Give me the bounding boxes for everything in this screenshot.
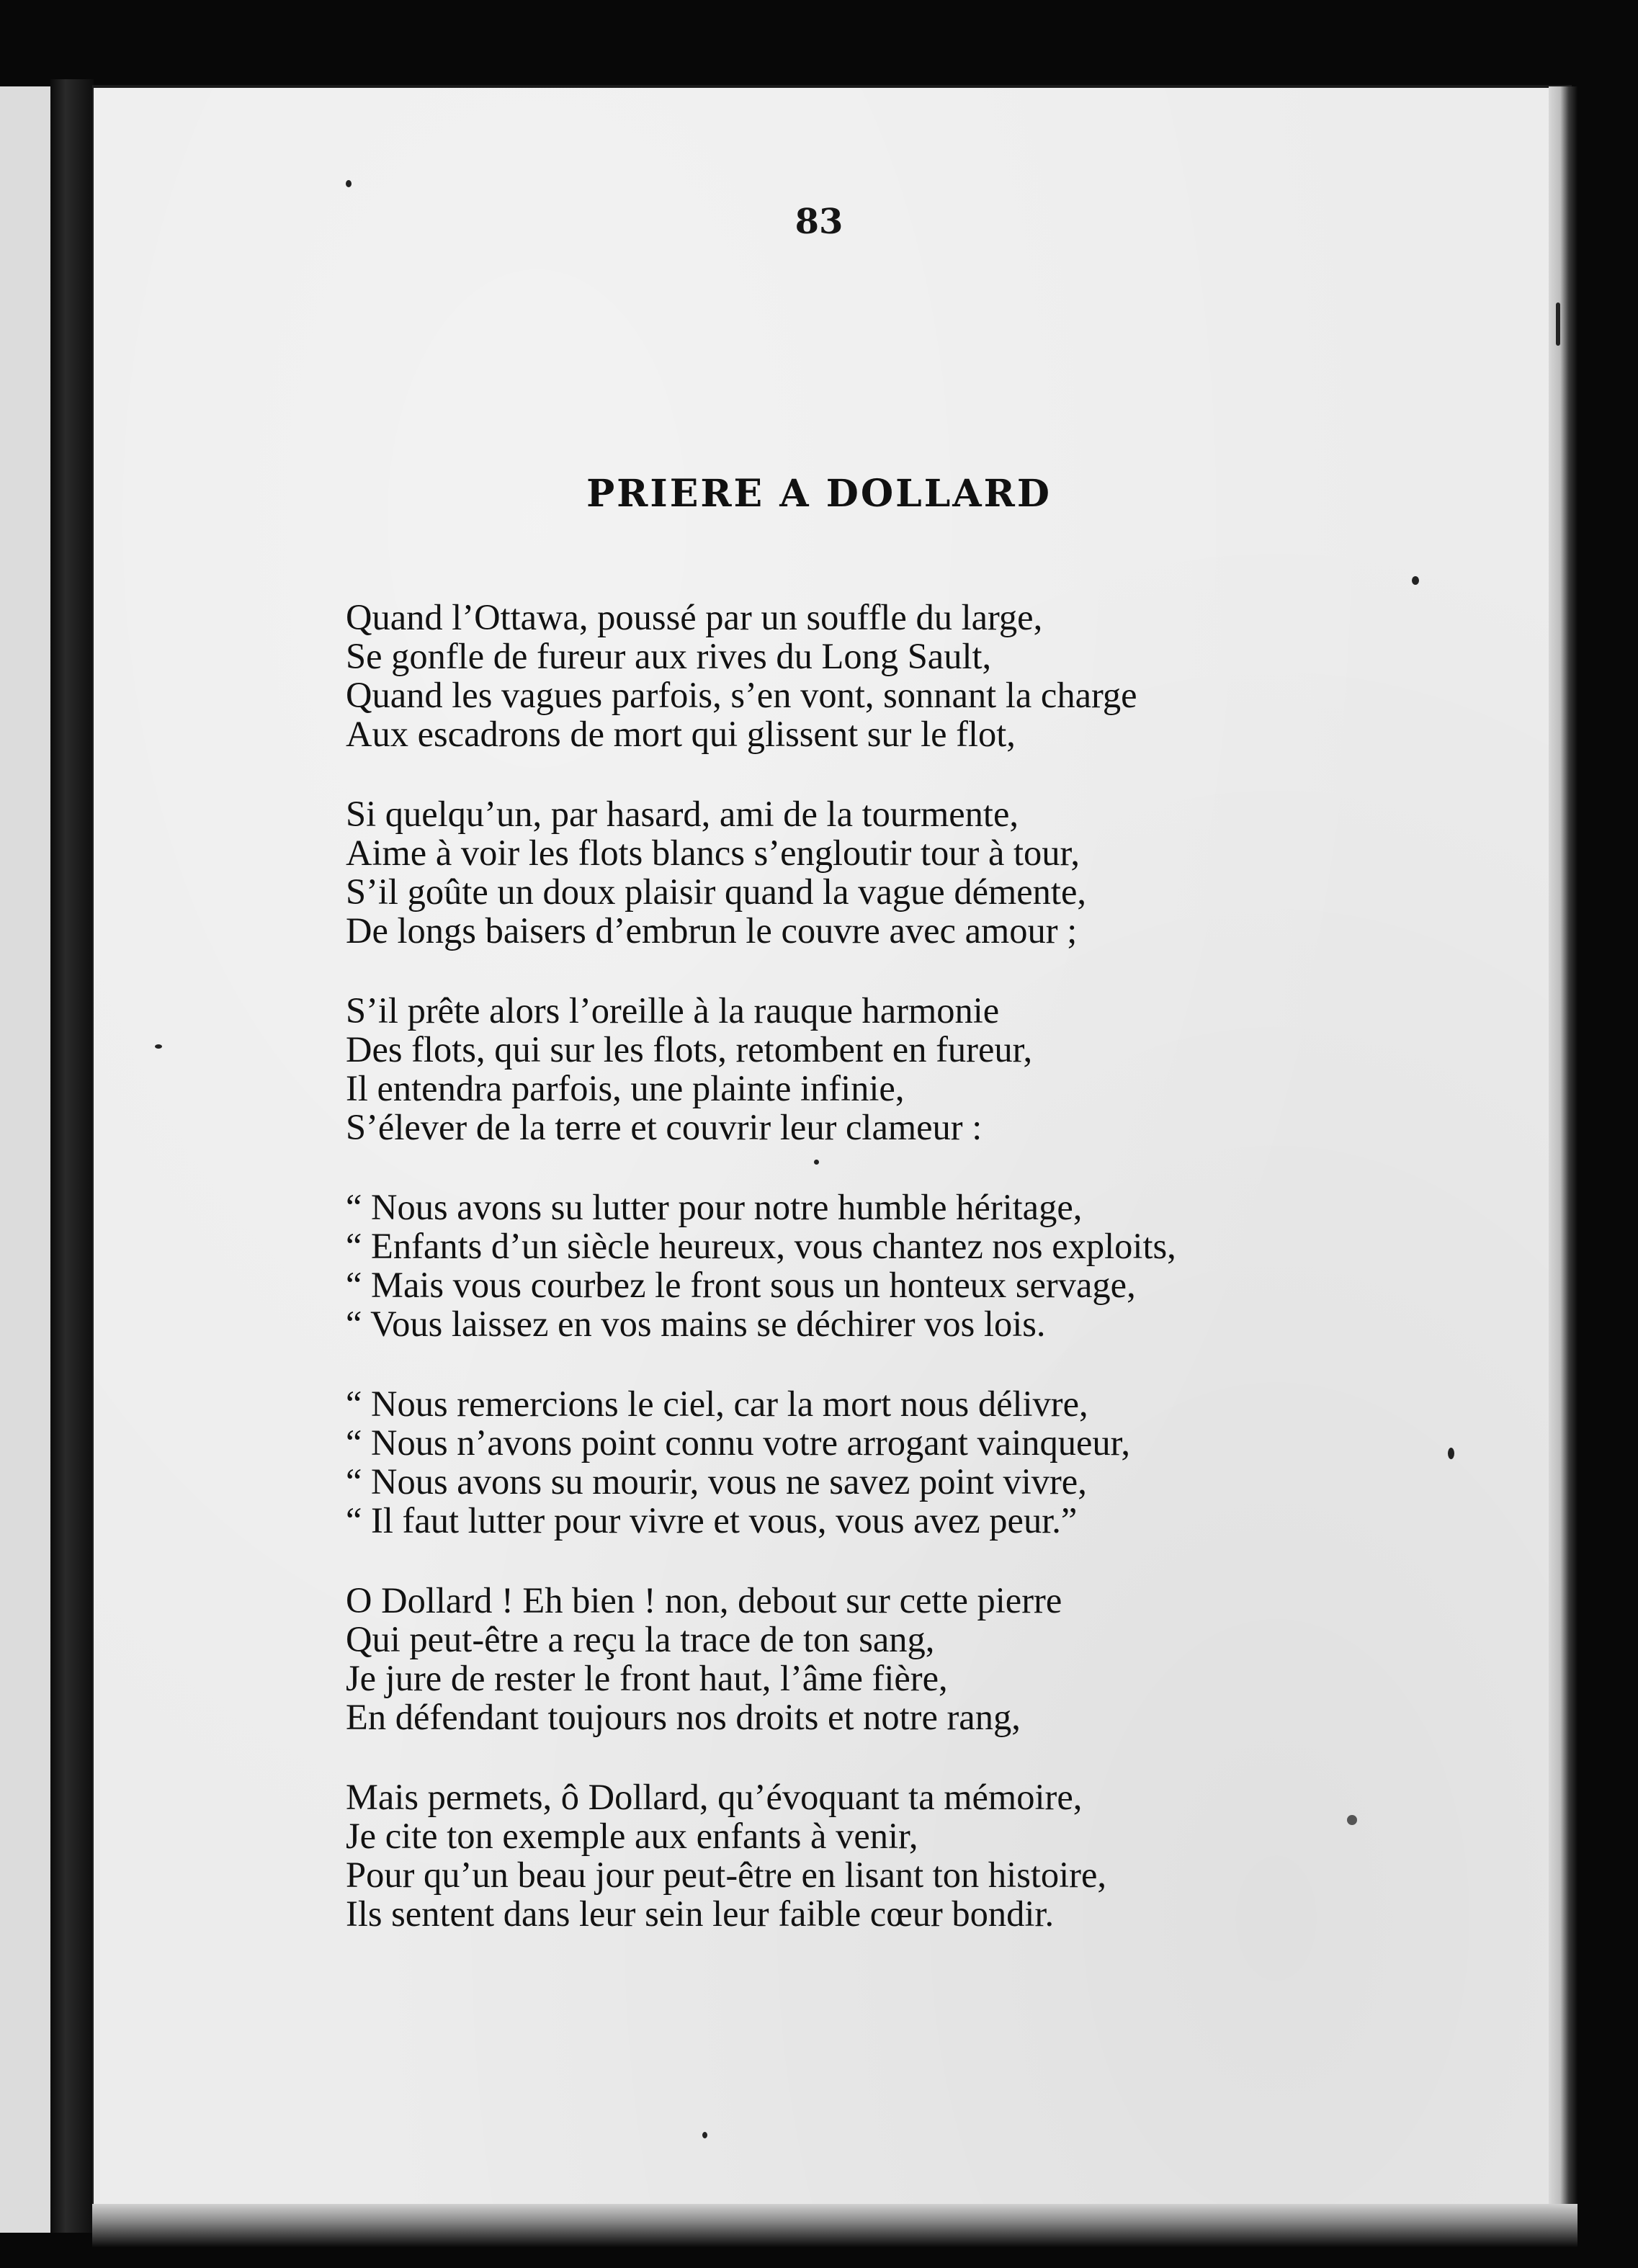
page-edge-bottom (92, 2204, 1577, 2247)
verse-line: Quand les vagues parfois, s’en vont, sonnant la charge (346, 675, 1137, 715)
verse-line: S’il goûte un doux plaisir quand la vague démente, (346, 871, 1087, 912)
stanza (346, 1778, 1354, 1933)
verse-line: Aux escadrons de mort qui glissent sur le flot, (346, 714, 1016, 754)
verse-line: “ Mais vous courbez le front sous un honteux servage, (346, 1265, 1136, 1305)
stanza (346, 991, 1354, 1147)
verse-line: “ Enfants d’un siècle heureux, vous chantez nos exploits, (346, 1226, 1176, 1266)
verse-line: O Dollard ! Eh bien ! non, debout sur cette pierre (346, 1580, 1062, 1621)
stanza (346, 1188, 1354, 1343)
stanza (346, 1384, 1354, 1540)
stanza (346, 598, 1354, 753)
verse-line: “ Nous avons su mourir, vous ne savez point vivre, (346, 1461, 1087, 1502)
verse-line: Qui peut-être a reçu la trace de ton sang, (346, 1619, 935, 1659)
verse-line: Si quelqu’un, par hasard, ami de la tourmente, (346, 794, 1019, 834)
page-number: 83 (795, 202, 843, 242)
verse-line: S’il prête alors l’oreille à la rauque harmonie (346, 990, 1000, 1031)
verse-line: “ Nous remercions le ciel, car la mort nous délivre, (346, 1384, 1088, 1424)
verse-line: Je cite ton exemple aux enfants à venir, (346, 1816, 918, 1856)
verse-line: “ Il faut lutter pour vivre et vous, vous avez peur.” (346, 1500, 1078, 1541)
verse-line: Se gonfle de fureur aux rives du Long Sault, (346, 636, 992, 676)
page-edge-right (1549, 86, 1577, 2233)
book-binding-gutter (50, 79, 94, 2233)
verse-line: Quand l’Ottawa, poussé par un souffle du large, (346, 597, 1043, 637)
verse-line: S’élever de la terre et couvrir leur clameur : (346, 1107, 983, 1147)
verse-line: Pour qu’un beau jour peut-être en lisant ton histoire, (346, 1855, 1107, 1895)
verse-line: En défendant toujours nos droits et notre rang, (346, 1697, 1021, 1737)
verse-line: Mais permets, ô Dollard, qu’évoquant ta mémoire, (346, 1777, 1083, 1817)
previous-page-edge (0, 86, 53, 2233)
poem-body (346, 598, 1354, 1974)
stanza (346, 794, 1354, 950)
verse-line: Aime à voir les flots blancs s’engloutir tour à tour, (346, 833, 1080, 873)
verse-line: Je jure de rester le front haut, l’âme fière, (346, 1658, 948, 1698)
verse-line: Ils sentent dans leur sein leur faible cœur bondir. (346, 1893, 1055, 1934)
verse-line: “ Vous laissez en vos mains se déchirer vos lois. (346, 1304, 1046, 1344)
poem-title: PRIERE A DOLLARD (586, 472, 1052, 516)
verse-line: Il entendra parfois, une plainte infinie, (346, 1068, 905, 1108)
verse-line: “ Nous avons su lutter pour notre humble héritage, (346, 1187, 1083, 1227)
verse-line: Des flots, qui sur les flots, retombent en fureur, (346, 1029, 1033, 1070)
stanza (346, 1581, 1354, 1736)
verse-line: “ Nous n’avons point connu votre arrogant vainqueur, (346, 1422, 1131, 1463)
verse-line: De longs baisers d’embrun le couvre avec amour ; (346, 910, 1078, 951)
